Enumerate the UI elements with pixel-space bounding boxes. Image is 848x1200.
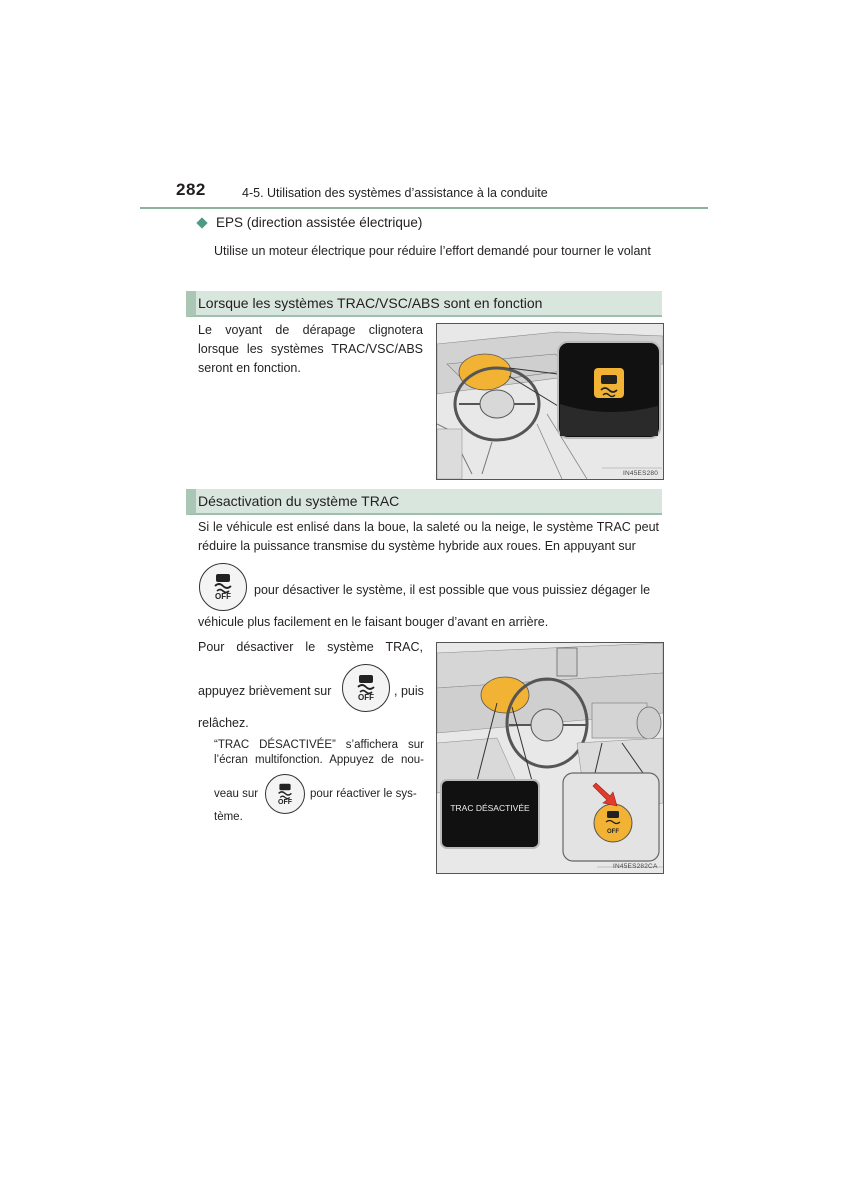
switch-off-label: OFF (607, 829, 619, 835)
eps-text: Utilise un moteur électrique pour réduire l’effort demandé pour tourner le volant (214, 244, 651, 258)
figure-code: IN45ES280 (623, 470, 659, 477)
section-heading-text: Désactivation du système TRAC (198, 493, 400, 509)
section1-text: Le voyant de dérapage clignotera lorsque les systèmes TRAC/VSC/ABS seront en fonction. (198, 323, 423, 375)
figure-code: IN45ES282CA (613, 863, 658, 870)
dashboard-illustration (437, 643, 663, 873)
skid-car-icon (212, 573, 234, 593)
dashboard-illustration (437, 324, 663, 479)
section-heading-trac-off (186, 489, 662, 515)
step-line-1: Pour désactiver le système TRAC, (198, 640, 423, 654)
dashboard-figure-indicator (436, 323, 664, 480)
trac-off-button-icon (199, 563, 247, 611)
note-line-3-before: veau sur (214, 788, 259, 800)
diamond-bullet-icon (196, 217, 207, 228)
trac-off-switch (594, 804, 632, 842)
note-line-1: “TRAC DÉSACTIVÉE” s’affichera sur (214, 739, 424, 751)
skid-car-icon (276, 783, 294, 799)
section2-para: Si le véhicule est enlisé dans la boue, la saleté ou la neige, le système TRAC peut réduire la puissance transmise du système hybride aux roues. En appuyant sur (198, 520, 659, 553)
section-heading-text: Lorsque les systèmes TRAC/VSC/ABS sont en fonction (198, 295, 543, 311)
note-line-4: tème. (214, 811, 243, 823)
step-line-2-before: appuyez brièvement sur (198, 684, 332, 698)
trac-off-button-icon (342, 664, 390, 712)
note-line-3-after: pour réactiver le sys- (310, 788, 417, 800)
dashboard-figure-trac-off (436, 642, 664, 874)
header-divider (140, 207, 708, 209)
trac-off-button-icon (265, 774, 305, 814)
step-line-3: relâchez. (198, 716, 249, 730)
multi-info-display-text: TRAC DÉSACTIVÉE (450, 803, 530, 813)
note-line-2: l’écran multifonction. Appuyez de nou- (214, 754, 424, 766)
page-number: 282 (176, 180, 206, 199)
section2-para-continued: pour désactiver le système, il est possible que vous puissiez dégager le (254, 583, 651, 597)
off-label: OFF (358, 693, 374, 702)
eps-heading-row (196, 215, 422, 230)
section-heading-trac-vsc-abs (186, 291, 662, 317)
step-line-2-after: , puis (394, 684, 424, 698)
section2-para-end: véhicule plus facilement en le faisant bouger d’avant en arrière. (198, 615, 549, 629)
chapter-title: 4-5. Utilisation des systèmes d’assistance à la conduite (242, 186, 548, 200)
eps-heading: EPS (direction assistée électrique) (216, 215, 423, 230)
off-label: OFF (278, 798, 292, 806)
off-label: OFF (215, 592, 231, 601)
skid-car-icon (355, 674, 377, 694)
